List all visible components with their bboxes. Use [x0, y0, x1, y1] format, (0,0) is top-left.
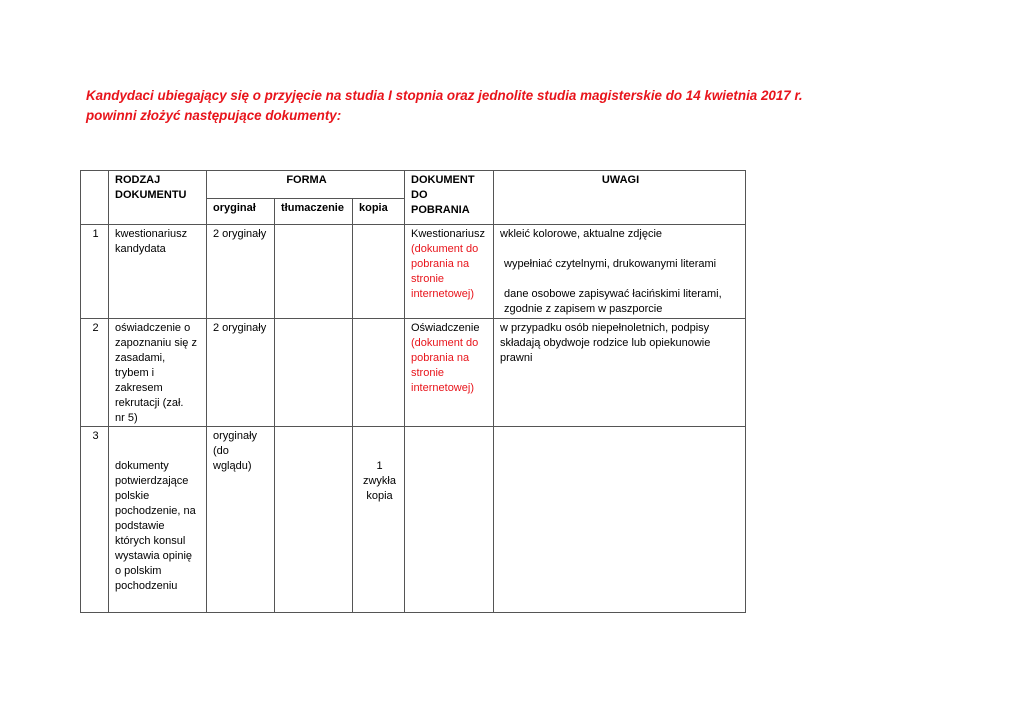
row-kopia: 1 zwykła kopia — [353, 427, 405, 613]
page-heading — [86, 86, 986, 126]
header-uwagi: UWAGI — [494, 171, 746, 225]
header-rodzaj: RODZAJ DOKUMENTU — [109, 171, 207, 225]
heading-line-2: powinni złożyć następujące dokumenty: — [86, 108, 342, 123]
uwagi-line: dane osobowe zapisywać łacińskimi literami, zgodnie z zapisem w paszporcie — [504, 288, 722, 315]
row-number: 3 — [81, 427, 109, 613]
row-dokument — [405, 225, 494, 319]
heading-line-1: Kandydaci ubiegający się o przyjęcie na studia I stopnia oraz jednolite studia magisterskie do 14 kwietnia 2017 r. — [86, 88, 803, 103]
dokument-name: Kwestionariusz — [411, 228, 485, 240]
row-tlumaczenie — [275, 427, 353, 613]
row-oryginal: 2 oryginały — [207, 225, 275, 319]
row-rodzaj: dokumenty potwierdzające polskie pochodzenie, na podstawie których konsul wystawia opinię o polskim pochodzeniu — [109, 427, 207, 613]
dokument-note: (dokument do pobrania na stronie internetowej) — [411, 243, 479, 300]
row-dokument — [405, 427, 494, 613]
row-tlumaczenie — [275, 319, 353, 427]
row-oryginal: oryginały (do wglądu) — [207, 427, 275, 613]
header-row-1 — [81, 171, 746, 199]
header-kopia: kopia — [353, 199, 405, 225]
header-dokument: DOKUMENT DO POBRANIA — [405, 171, 494, 225]
uwagi-line: w przypadku osób niepełnoletnich, podpisy składają obydwoje rodzice lub opiekunowie prawni — [500, 322, 711, 364]
row-uwagi — [494, 225, 746, 319]
uwagi-line: wypełniać czytelnymi, drukowanymi literami — [504, 258, 717, 270]
row-uwagi — [494, 427, 746, 613]
uwagi-line: wkleić kolorowe, aktualne zdjęcie — [500, 228, 663, 240]
header-oryginal: oryginał — [207, 199, 275, 225]
row-dokument — [405, 319, 494, 427]
table-row — [81, 427, 746, 613]
row-tlumaczenie — [275, 225, 353, 319]
header-num-cell — [81, 171, 109, 225]
documents-table — [80, 170, 746, 613]
row-number: 1 — [81, 225, 109, 319]
row-rodzaj: oświadczenie o zapoznaniu się z zasadami, trybem i zakresem rekrutacji (zał. nr 5) — [109, 319, 207, 427]
row-number: 2 — [81, 319, 109, 427]
dokument-name: Oświadczenie — [411, 322, 480, 334]
header-forma: FORMA — [207, 171, 405, 199]
table-row — [81, 319, 746, 427]
header-tlumaczenie: tłumaczenie — [275, 199, 353, 225]
dokument-note: (dokument do pobrania na stronie internetowej) — [411, 337, 479, 394]
row-oryginal: 2 oryginały — [207, 319, 275, 427]
row-kopia — [353, 225, 405, 319]
row-uwagi — [494, 319, 746, 427]
row-rodzaj: kwestionariusz kandydata — [109, 225, 207, 319]
row-kopia — [353, 319, 405, 427]
table-row — [81, 225, 746, 319]
